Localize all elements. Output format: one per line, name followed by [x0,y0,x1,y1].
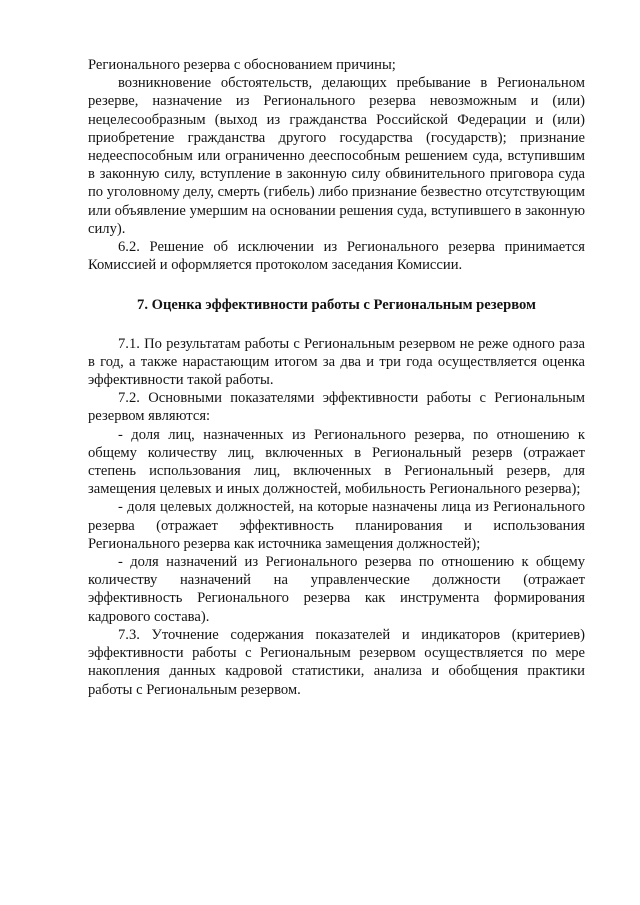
document-page [88,56,585,699]
paragraph-7-2: 7.2. Основными показателями эффективности работы с Региональным резервом являются: [88,390,585,425]
list-item-indicator-3: - доля назначений из Регионального резерва по отношению к общему количеству назначений на управленческие должности (отражает эффективность Регионального резерва как инструмента формирования кадрового состава). [88,554,585,625]
paragraph-7-1: 7.1. По результатам работы с Региональным резервом не реже одного раза в год, а также нарастающим итогом за два и три года осуществляется оценка эффективности такой работы. [88,335,585,389]
paragraph-circumstances: возникновение обстоятельств, делающих пребывание в Региональном резерве, назначение из Регионального резерва невозможным и (или) нецелесообразным (выход из гражданства Российской Федерации и (или) приобретение гражданства другого государства (государств); признание недееспособным или ограниченно дееспособным решением суда, вступившим в законную силу, вступление в законную силу обвинительного приговора суда по уголовному делу, смерть (гибель) либо признание безвестно отсутствующим или объявление умершим на основании решения суда, вступившего в законную силу). [88,75,585,237]
section-heading: 7. Оценка эффективности работы с Региональным резервом [137,297,536,314]
paragraph-continuation: Регионального резерва с обоснованием причины; [88,57,396,73]
list-item-indicator-1: - доля лиц, назначенных из Регионального резерва, по отношению к общему количеству лиц, включенных в Региональный резерв (отражает степень использования лиц, включенных в Региональный резерв, для замещения целевых и иных должностей, мобильность Регионального резерва); [88,426,585,498]
paragraph-6-2: 6.2. Решение об исключении из Регионального резерва принимается Комиссией и оформляется протоколом заседания Комиссии. [88,239,585,274]
list-item-indicator-2: - доля целевых должностей, на которые назначены лица из Регионального резерва (отражает эффективность планирования и использования Регионального резерва как источника замещения должностей); [88,499,585,552]
paragraph-7-3: 7.3. Уточнение содержания показателей и индикаторов (критериев) эффективности работы с Региональным резервом осуществляется по мере накопления данных кадровой статистики, анализа и обобщения практики работы с Региональным резервом. [88,626,585,698]
